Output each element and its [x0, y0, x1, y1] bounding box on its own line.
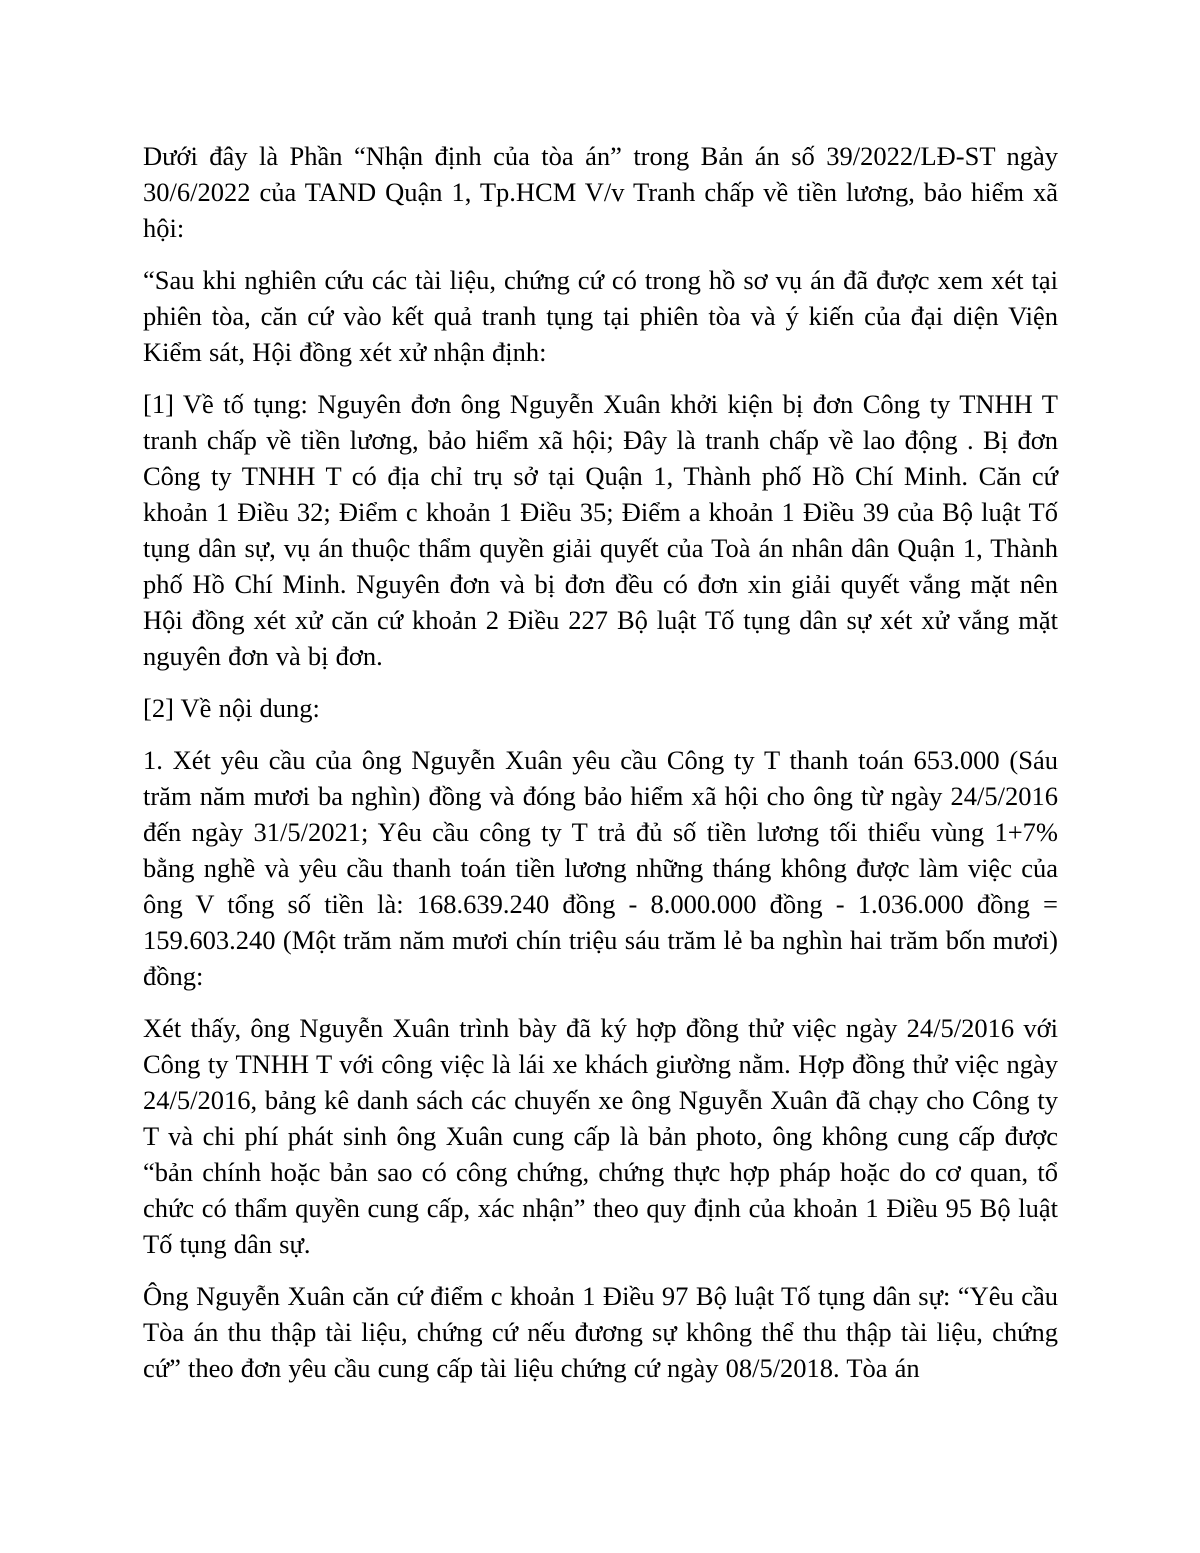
claim-paragraph: 1. Xét yêu cầu của ông Nguyễn Xuân yêu cầu Công ty T thanh toán 653.000 (Sáu trăm năm mươi ba nghìn) đồng và đóng bảo hiểm xã hội cho ông từ ngày 24/5/2016 đến ngày 31/5/2021; Yêu cầu công ty T trả đủ số tiền lương tối thiểu vùng 1+7% bằng nghề và yêu cầu thanh toán tiền lương những tháng không được làm việc của ông V tổng số tiền là: 168.639.240 đồng - 8.000.000 đồng - 1.036.000 đồng = 159.603.240 (Một trăm năm mươi chín triệu sáu trăm lẻ ba nghìn hai trăm bốn mươi) đồng:: [143, 745, 1058, 991]
finding-paragraph: Xét thấy, ông Nguyễn Xuân trình bày đã ký hợp đồng thử việc ngày 24/5/2016 với Công ty TNHH T với công việc là lái xe khách giường nằm. Hợp đồng thử việc ngày 24/5/2016, bảng kê danh sách các chuyến xe ông Nguyễn Xuân đã chạy cho Công ty T và chi phí phát sinh ông Xuân cung cấp là bản photo, ông không cung cấp được “bản chính hoặc bản sao có công chứng, chứng thực hợp pháp hoặc do cơ quan, tổ chức có thẩm quyền cung cấp, xác nhận” theo quy định của khoản 1 Điều 95 Bộ luật Tố tụng dân sự.: [143, 1013, 1058, 1259]
evidence-paragraph: Ông Nguyễn Xuân căn cứ điểm c khoản 1 Điều 97 Bộ luật Tố tụng dân sự: “Yêu cầu Tòa án thu thập tài liệu, chứng cứ nếu đương sự không thể thu thập tài liệu, chứng cứ” theo đơn yêu cầu cung cấp tài liệu chứng cứ ngày 08/5/2018. Tòa án: [143, 1281, 1058, 1383]
procedure-paragraph: [1] Về tố tụng: Nguyên đơn ông Nguyễn Xuân khởi kiện bị đơn Công ty TNHH T tranh chấp về tiền lương, bảo hiểm xã hội; Đây là tranh chấp về lao động . Bị đơn Công ty TNHH T có địa chỉ trụ sở tại Quận 1, Thành phố Hồ Chí Minh. Căn cứ khoản 1 Điều 32; Điểm c khoản 1 Điều 35; Điểm a khoản 1 Điều 39 của Bộ luật Tố tụng dân sự, vụ án thuộc thẩm quyền giải quyết của Toà án nhân dân Quận 1, Thành phố Hồ Chí Minh. Nguyên đơn và bị đơn đều có đơn xin giải quyết vắng mặt nên Hội đồng xét xử căn cứ khoản 2 Điều 227 Bộ luật Tố tụng dân sự xét xử vắng mặt nguyên đơn và bị đơn.: [143, 389, 1058, 671]
document-body: [143, 138, 1058, 1402]
intro-paragraph: Dưới đây là Phần “Nhận định của tòa án” trong Bản án số 39/2022/LĐ-ST ngày 30/6/2022 của TAND Quận 1, Tp.HCM V/v Tranh chấp về tiền lương, bảo hiểm xã hội:: [143, 141, 1058, 243]
quote-opening-paragraph: “Sau khi nghiên cứu các tài liệu, chứng cứ có trong hồ sơ vụ án đã được xem xét tại phiên tòa, căn cứ vào kết quả tranh tụng tại phiên tòa và ý kiến của đại diện Viện Kiểm sát, Hội đồng xét xử nhận định:: [143, 265, 1058, 367]
content-heading: [2] Về nội dung:: [143, 693, 320, 723]
